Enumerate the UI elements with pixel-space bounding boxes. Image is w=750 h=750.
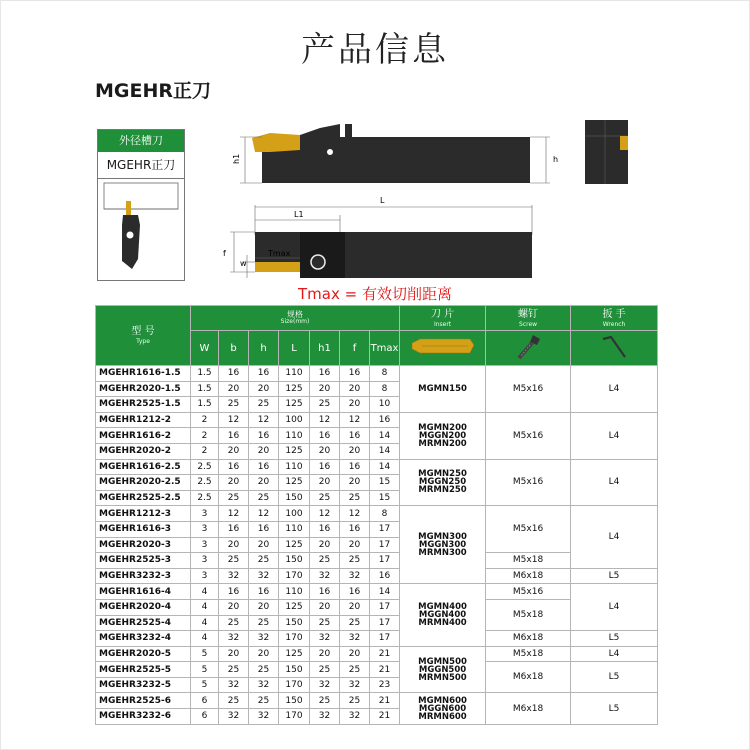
spec-cell: 2 xyxy=(191,428,219,444)
table-row xyxy=(96,568,658,584)
spec-cell: 3 xyxy=(191,506,219,522)
spec-cell: 17 xyxy=(370,631,400,647)
spec-cell: 8 xyxy=(370,506,400,522)
spec-cell: 1.5 xyxy=(191,381,219,397)
spec-cell: 20 xyxy=(340,397,370,413)
label-h: h xyxy=(553,155,559,164)
table-row xyxy=(96,366,658,382)
spec-cell: 32 xyxy=(340,568,370,584)
spec-cell: 12 xyxy=(310,506,340,522)
spec-cell: 20 xyxy=(219,599,249,615)
wrench-cell: L5 xyxy=(571,568,658,584)
insert-code: MGMN150 xyxy=(418,383,467,394)
model-cell: MGEHR1616-2 xyxy=(96,428,191,444)
model-cell: MGEHR1616-3 xyxy=(96,521,191,537)
insert-code: MGGN500 xyxy=(418,664,467,675)
insert-code: MRMN400 xyxy=(418,618,467,628)
spec-cell: 3 xyxy=(191,521,219,537)
spec-cell: 25 xyxy=(310,553,340,569)
side-view-holder xyxy=(230,205,532,278)
insert-code: MGMN300 xyxy=(418,531,467,542)
spec-cell: 16 xyxy=(310,366,340,382)
spec-cell: 2 xyxy=(191,443,219,459)
insert-code: MGMN200 xyxy=(418,422,467,433)
model-cell: MGEHR2525-2.5 xyxy=(96,490,191,506)
insert-code: MGGN300 xyxy=(418,539,467,550)
spec-cell: 17 xyxy=(370,599,400,615)
spec-cell: 25 xyxy=(249,615,279,631)
insert-cell xyxy=(400,506,486,584)
label-L: L xyxy=(380,196,385,205)
spec-cell: 25 xyxy=(340,553,370,569)
spec-cell: 110 xyxy=(279,521,310,537)
spec-cell: 25 xyxy=(340,615,370,631)
spec-cell: 32 xyxy=(219,677,249,693)
col-h: h xyxy=(249,331,279,366)
wrench-cell: L5 xyxy=(571,631,658,647)
spec-cell: 17 xyxy=(370,521,400,537)
spec-cell: 20 xyxy=(310,599,340,615)
spec-cell: 16 xyxy=(249,428,279,444)
spec-cell: 25 xyxy=(219,693,249,709)
table-row xyxy=(96,662,658,678)
wrench-cell: L4 xyxy=(571,584,658,631)
tool-model: MGEHR正刀 xyxy=(98,152,184,179)
spec-cell: 16 xyxy=(249,366,279,382)
insert-code: MRMN600 xyxy=(418,711,467,722)
spec-cell: 14 xyxy=(370,443,400,459)
spec-cell: 23 xyxy=(370,677,400,693)
spec-cell: 16 xyxy=(340,584,370,600)
insert-code: MGGN250 xyxy=(418,477,467,488)
screw-image-cell xyxy=(486,331,571,366)
model-cell: MGEHR2020-2 xyxy=(96,443,191,459)
insert-code: MRMN250 xyxy=(418,485,467,496)
model-cell: MGEHR2525-3 xyxy=(96,553,191,569)
spec-cell: 25 xyxy=(249,397,279,413)
spec-cell: 170 xyxy=(279,568,310,584)
spec-cell: 17 xyxy=(370,615,400,631)
wrench-cell: L4 xyxy=(571,459,658,506)
screw-cell: M5x16 xyxy=(486,506,571,553)
label-f: f xyxy=(223,249,226,258)
screw-cell: M5x16 xyxy=(486,459,571,506)
tmax-note: Tmax = 有效切削距离 xyxy=(298,285,452,303)
insert-cell xyxy=(400,693,486,724)
col-Tmax: Tmax xyxy=(370,331,400,366)
spec-cell: 125 xyxy=(279,599,310,615)
insert-blade-side xyxy=(255,262,300,272)
insert-code: MGGN400 xyxy=(418,610,467,620)
insert-code: MGMN400 xyxy=(418,602,467,612)
spec-cell: 16 xyxy=(340,428,370,444)
spec-cell: 14 xyxy=(370,428,400,444)
spec-cell: 20 xyxy=(340,381,370,397)
spec-cell: 20 xyxy=(249,537,279,553)
spec-cell: 16 xyxy=(310,459,340,475)
col-h1: h1 xyxy=(310,331,340,366)
spec-cell: 110 xyxy=(279,428,310,444)
spec-cell: 32 xyxy=(249,677,279,693)
spec-cell: 10 xyxy=(370,397,400,413)
spec-cell: 4 xyxy=(191,631,219,647)
header-wrench: 扳 手 Wrench xyxy=(571,306,658,331)
spec-cell: 17 xyxy=(370,537,400,553)
wrench-cell: L4 xyxy=(571,506,658,568)
screw-cell: M6x18 xyxy=(486,568,571,584)
wrench-cell: L4 xyxy=(571,646,658,662)
page-title: 产品信息 xyxy=(301,30,449,70)
spec-cell: 8 xyxy=(370,381,400,397)
spec-cell: 16 xyxy=(219,459,249,475)
table-row xyxy=(96,584,658,600)
spec-cell: 25 xyxy=(219,490,249,506)
wrench-cell: L4 xyxy=(571,412,658,459)
spec-cell: 32 xyxy=(219,631,249,647)
model-cell: MGEHR1212-3 xyxy=(96,506,191,522)
spec-cell: 16 xyxy=(249,521,279,537)
spec-cell: 15 xyxy=(370,475,400,491)
spec-cell: 25 xyxy=(219,553,249,569)
spec-cell: 20 xyxy=(340,475,370,491)
spec-cell: 16 xyxy=(219,366,249,382)
spec-cell: 150 xyxy=(279,693,310,709)
insert-image-cell xyxy=(400,331,486,366)
wrench-cell: L5 xyxy=(571,662,658,693)
spec-cell: 2.5 xyxy=(191,490,219,506)
spec-cell: 32 xyxy=(340,709,370,725)
spec-cell: 32 xyxy=(310,709,340,725)
spec-cell: 125 xyxy=(279,475,310,491)
model-cell: MGEHR3232-3 xyxy=(96,568,191,584)
spec-cell: 21 xyxy=(370,662,400,678)
spec-cell: 4 xyxy=(191,584,219,600)
wrench-cell: L4 xyxy=(571,366,658,413)
insert-code: MGGN600 xyxy=(418,703,467,714)
model-cell: MGEHR3232-4 xyxy=(96,631,191,647)
spec-cell: 110 xyxy=(279,366,310,382)
spec-cell: 16 xyxy=(340,459,370,475)
spec-cell: 20 xyxy=(249,599,279,615)
spec-cell: 20 xyxy=(340,537,370,553)
spec-cell: 12 xyxy=(310,412,340,428)
spec-cell: 2 xyxy=(191,412,219,428)
spec-cell: 16 xyxy=(219,584,249,600)
insert-blade-top xyxy=(252,133,300,152)
model-cell: MGEHR1616-2.5 xyxy=(96,459,191,475)
model-cell: MGEHR1212-2 xyxy=(96,412,191,428)
col-W: W xyxy=(191,331,219,366)
insert-code: MGMN500 xyxy=(418,656,467,667)
insert-code: MRMN300 xyxy=(418,547,467,558)
spec-cell: 20 xyxy=(219,443,249,459)
table-row xyxy=(96,506,658,522)
spec-cell: 25 xyxy=(219,397,249,413)
spec-cell: 4 xyxy=(191,615,219,631)
spec-cell: 15 xyxy=(370,490,400,506)
spec-cell: 100 xyxy=(279,412,310,428)
spec-cell: 32 xyxy=(249,709,279,725)
spec-cell: 16 xyxy=(219,521,249,537)
spec-cell: 25 xyxy=(340,662,370,678)
spec-cell: 6 xyxy=(191,693,219,709)
spec-cell: 25 xyxy=(249,693,279,709)
spec-cell: 5 xyxy=(191,662,219,678)
screw-cell: M5x16 xyxy=(486,412,571,459)
spec-cell: 25 xyxy=(249,490,279,506)
spec-cell: 150 xyxy=(279,615,310,631)
spec-cell: 12 xyxy=(219,412,249,428)
wrench-cell: L5 xyxy=(571,693,658,724)
table-row xyxy=(96,412,658,428)
spec-cell: 25 xyxy=(340,693,370,709)
spec-cell: 125 xyxy=(279,397,310,413)
spec-cell: 21 xyxy=(370,646,400,662)
spec-cell: 170 xyxy=(279,631,310,647)
spec-cell: 20 xyxy=(310,646,340,662)
label-Tmax: Tmax xyxy=(268,249,291,258)
spec-cell: 25 xyxy=(310,490,340,506)
header-screw: 螺钉 Screw xyxy=(486,306,571,331)
spec-cell: 16 xyxy=(310,521,340,537)
insert-blade-end xyxy=(620,136,628,150)
wrench-image-cell xyxy=(571,331,658,366)
model-cell: MGEHR1616-4 xyxy=(96,584,191,600)
insert-code: MGMN600 xyxy=(418,695,467,706)
spec-cell: 25 xyxy=(249,553,279,569)
spec-cell: 16 xyxy=(249,584,279,600)
spec-cell: 2.5 xyxy=(191,475,219,491)
model-cell: MGEHR2020-2.5 xyxy=(96,475,191,491)
spec-cell: 12 xyxy=(249,412,279,428)
spec-cell: 150 xyxy=(279,662,310,678)
model-cell: MGEHR2525-6 xyxy=(96,693,191,709)
spec-cell: 1.5 xyxy=(191,397,219,413)
spec-cell: 20 xyxy=(249,475,279,491)
table-row xyxy=(96,646,658,662)
screw-cell: M5x16 xyxy=(486,584,571,600)
spec-cell: 12 xyxy=(340,506,370,522)
model-cell: MGEHR1616-1.5 xyxy=(96,366,191,382)
spec-cell: 110 xyxy=(279,584,310,600)
insert-code: MRMN200 xyxy=(418,438,467,449)
spec-cell: 32 xyxy=(310,631,340,647)
insert-code: MGGN200 xyxy=(418,430,467,441)
model-cell: MGEHR3232-5 xyxy=(96,677,191,693)
spec-cell: 25 xyxy=(310,615,340,631)
screw-cell: M5x16 xyxy=(486,366,571,413)
spec-cell: 20 xyxy=(340,443,370,459)
screw-cell: M5x18 xyxy=(486,599,571,630)
col-f: f xyxy=(340,331,370,366)
spec-cell: 2.5 xyxy=(191,459,219,475)
spec-cell: 20 xyxy=(340,599,370,615)
table-row xyxy=(96,459,658,475)
spec-cell: 6 xyxy=(191,709,219,725)
spec-cell: 21 xyxy=(370,693,400,709)
spec-cell: 20 xyxy=(310,381,340,397)
spec-cell: 25 xyxy=(249,662,279,678)
product-subtitle: MGEHR正刀 xyxy=(95,80,212,102)
header-model: 型 号 Type xyxy=(96,306,191,366)
screw-icon xyxy=(513,333,543,361)
tool-type-box xyxy=(97,129,185,281)
tool-category: 外径槽刀 xyxy=(98,130,184,152)
spec-cell: 14 xyxy=(370,584,400,600)
spec-cell: 20 xyxy=(249,443,279,459)
spec-cell: 16 xyxy=(219,428,249,444)
model-cell: MGEHR2020-4 xyxy=(96,599,191,615)
spec-cell: 125 xyxy=(279,443,310,459)
model-cell: MGEHR2525-1.5 xyxy=(96,397,191,413)
spec-cell: 20 xyxy=(310,443,340,459)
spec-cell: 21 xyxy=(370,709,400,725)
header-spec: 规格 Size(mm) xyxy=(191,306,400,331)
spec-cell: 5 xyxy=(191,677,219,693)
spec-cell: 125 xyxy=(279,381,310,397)
model-cell: MGEHR2020-5 xyxy=(96,646,191,662)
model-cell: MGEHR3232-6 xyxy=(96,709,191,725)
spec-cell: 32 xyxy=(249,568,279,584)
spec-cell: 20 xyxy=(249,646,279,662)
spec-cell: 32 xyxy=(310,568,340,584)
table-header-row xyxy=(96,306,658,331)
spec-cell: 100 xyxy=(279,506,310,522)
label-L1: L1 xyxy=(294,210,304,219)
col-L: L xyxy=(279,331,310,366)
screw-cell: M6x18 xyxy=(486,693,571,724)
end-view xyxy=(585,120,628,184)
spec-cell: 150 xyxy=(279,553,310,569)
spec-cell: 20 xyxy=(219,381,249,397)
insert-image xyxy=(408,337,478,357)
spec-cell: 32 xyxy=(310,677,340,693)
table-row xyxy=(96,631,658,647)
label-w: w xyxy=(240,259,247,268)
spec-cell: 3 xyxy=(191,553,219,569)
spec-cell: 8 xyxy=(370,366,400,382)
top-view-holder xyxy=(240,124,550,183)
spec-cell: 16 xyxy=(249,459,279,475)
header-insert: 刀 片 Insert xyxy=(400,306,486,331)
spec-cell: 3 xyxy=(191,568,219,584)
screw-cell: M5x18 xyxy=(486,646,571,662)
spec-cell: 5 xyxy=(191,646,219,662)
table-row xyxy=(96,693,658,709)
label-h1: h1 xyxy=(232,153,241,164)
spec-cell: 32 xyxy=(219,709,249,725)
spec-cell: 32 xyxy=(340,631,370,647)
spec-cell: 16 xyxy=(310,428,340,444)
screw-cell: M6x18 xyxy=(486,662,571,693)
spec-cell: 1.5 xyxy=(191,366,219,382)
spec-cell: 20 xyxy=(219,537,249,553)
insert-cell xyxy=(400,366,486,413)
spec-cell: 20 xyxy=(310,475,340,491)
screw-cell: M6x18 xyxy=(486,631,571,647)
spec-cell: 16 xyxy=(340,366,370,382)
insert-cell xyxy=(400,459,486,506)
spec-cell: 20 xyxy=(219,475,249,491)
screw-cell: M5x18 xyxy=(486,553,571,569)
insert-code: MRMN500 xyxy=(418,672,467,683)
spec-cell: 20 xyxy=(249,381,279,397)
spec-cell: 110 xyxy=(279,459,310,475)
model-cell: MGEHR2525-4 xyxy=(96,615,191,631)
insert-cell xyxy=(400,646,486,693)
spec-cell: 150 xyxy=(279,490,310,506)
spec-cell: 3 xyxy=(191,537,219,553)
spec-cell: 12 xyxy=(249,506,279,522)
spec-cell: 16 xyxy=(370,568,400,584)
spec-cell: 20 xyxy=(340,646,370,662)
workpiece-sketch xyxy=(98,179,184,279)
spec-cell: 12 xyxy=(340,412,370,428)
spec-cell: 25 xyxy=(219,662,249,678)
spec-cell: 32 xyxy=(219,568,249,584)
spec-cell: 25 xyxy=(310,662,340,678)
insert-code: MGMN250 xyxy=(418,469,467,480)
spec-cell: 20 xyxy=(219,646,249,662)
spec-cell: 32 xyxy=(249,631,279,647)
spec-table-body xyxy=(96,366,658,725)
model-cell: MGEHR2525-5 xyxy=(96,662,191,678)
spec-cell: 14 xyxy=(370,459,400,475)
spec-cell: 16 xyxy=(370,412,400,428)
spec-cell: 25 xyxy=(340,490,370,506)
spec-cell: 20 xyxy=(310,537,340,553)
spec-cell: 16 xyxy=(310,584,340,600)
spec-cell: 125 xyxy=(279,537,310,553)
spec-cell: 12 xyxy=(219,506,249,522)
spec-cell: 170 xyxy=(279,709,310,725)
insert-cell xyxy=(400,412,486,459)
spec-cell: 32 xyxy=(340,677,370,693)
spec-cell: 17 xyxy=(370,553,400,569)
spec-cell: 25 xyxy=(310,693,340,709)
spec-table xyxy=(95,305,658,725)
spec-cell: 4 xyxy=(191,599,219,615)
insert-cell xyxy=(400,584,486,646)
hex-key-icon xyxy=(599,333,629,361)
model-cell: MGEHR2020-1.5 xyxy=(96,381,191,397)
col-b: b xyxy=(219,331,249,366)
model-cell: MGEHR2020-3 xyxy=(96,537,191,553)
spec-cell: 25 xyxy=(219,615,249,631)
spec-cell: 170 xyxy=(279,677,310,693)
spec-cell: 125 xyxy=(279,646,310,662)
spec-cell: 25 xyxy=(310,397,340,413)
spec-cell: 16 xyxy=(340,521,370,537)
